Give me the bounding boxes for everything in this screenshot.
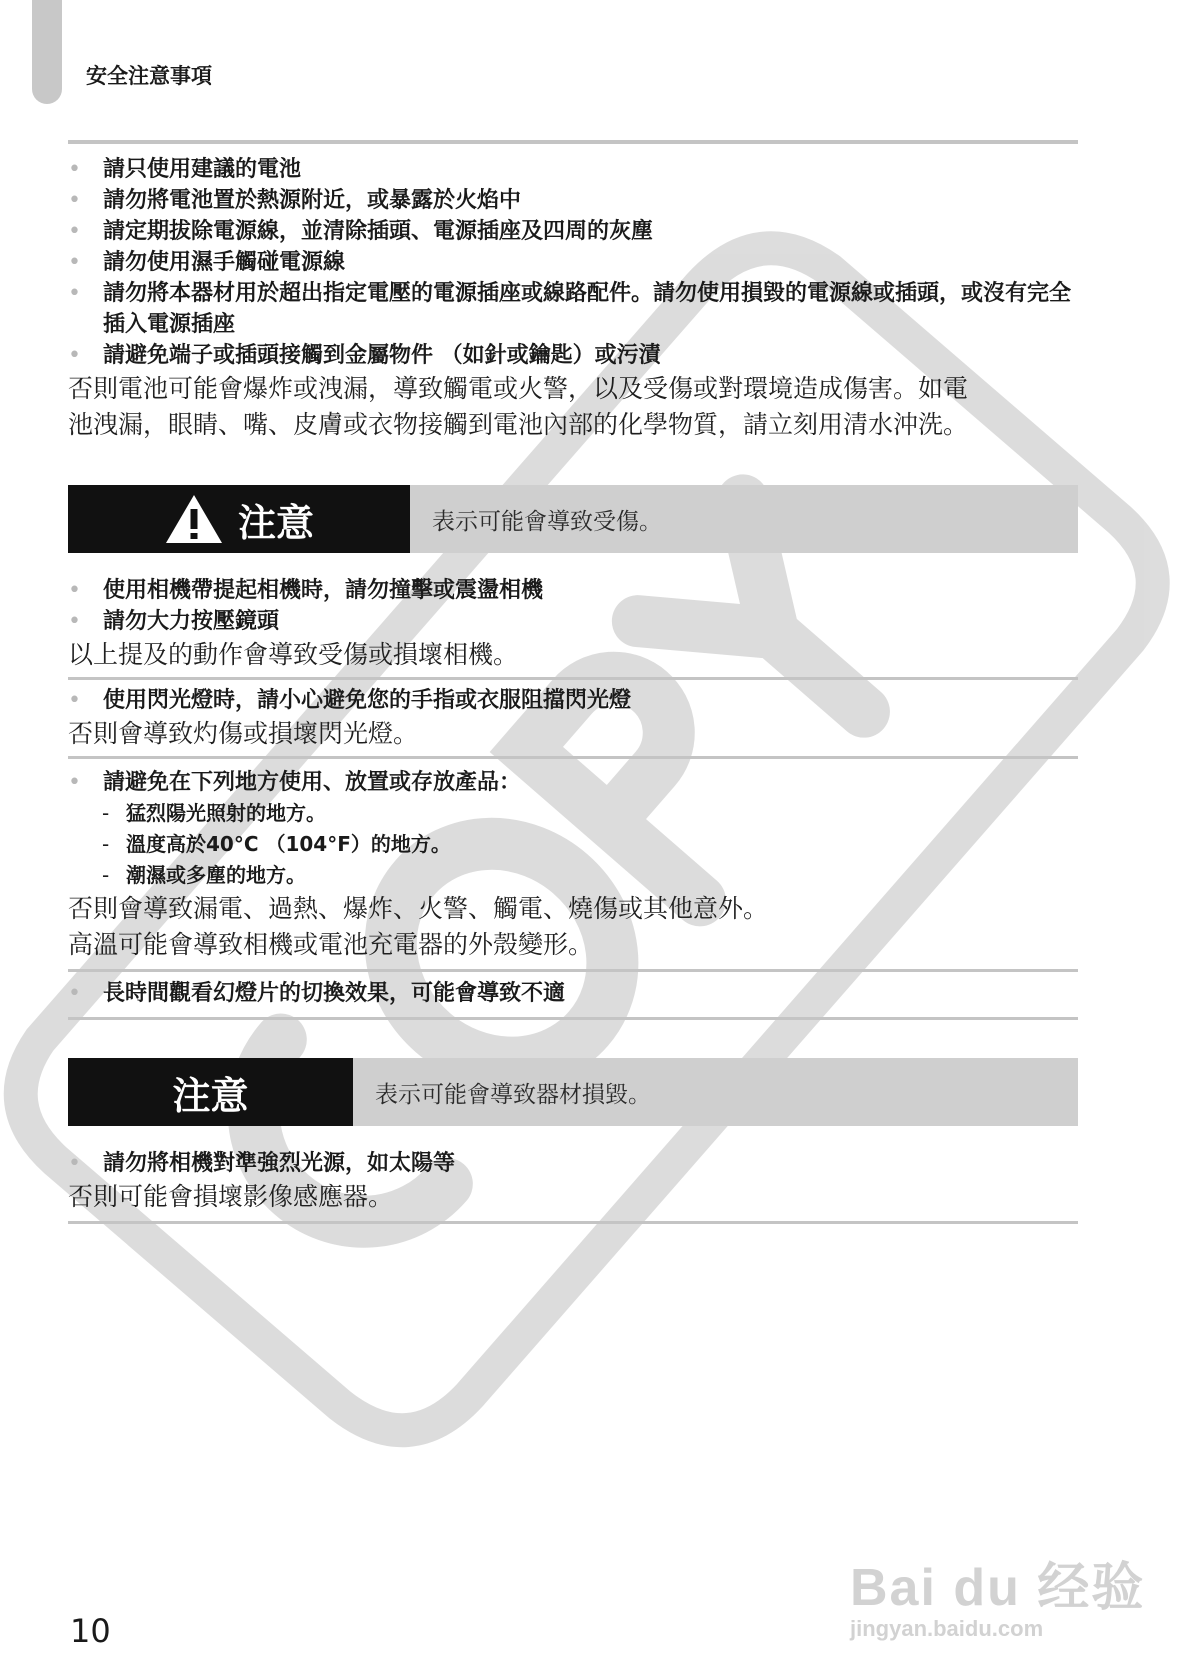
bullet-item: • 請避免端子或插頭接觸到金屬物件 （如針或鑰匙）或污漬 [68, 340, 1078, 371]
dash-marker: - [102, 801, 110, 825]
sub-item-text: 溫度高於40°C （104°F）的地方。 [126, 832, 451, 856]
sub-item [68, 829, 1078, 860]
caution-block [68, 553, 1078, 673]
battery-warnings-section [68, 144, 1078, 443]
divider [68, 1221, 1078, 1224]
page-number: 10 [70, 1612, 111, 1650]
caution-banner-injury [68, 485, 1078, 553]
body-text: 否則會導致灼傷或損壞閃光燈。 [68, 719, 419, 748]
sub-item [68, 798, 1078, 829]
body-text: 否則會導致漏電、過熱、爆炸、火警、觸電、燒傷或其他意外。 [68, 894, 769, 923]
caution-block [68, 1126, 1078, 1215]
bullet-item: • 使用相機帶提起相機時，請勿撞擊或震盪相機 [68, 575, 1078, 606]
caution-block [68, 972, 1078, 1009]
caution-label-box [68, 485, 410, 553]
bullet-item: • 請勿將電池置於熱源附近，或暴露於火焰中 [68, 185, 1078, 216]
body-text: 以上提及的動作會導致受傷或損壞相機。 [68, 640, 519, 669]
logo-url-text: jingyan.baidu.com [850, 1616, 1044, 1641]
body-text: 否則可能會損壞影像感應器。 [68, 1182, 394, 1211]
main-content [68, 140, 1078, 1224]
dash-marker: - [102, 863, 110, 887]
baidu-jingyan-logo [850, 1545, 1145, 1642]
dash-marker: - [102, 832, 110, 856]
caution-description: 表示可能會導致器材損毀。 [375, 1081, 651, 1108]
sub-item [68, 860, 1078, 891]
caution-banner-equipment [68, 1058, 1078, 1126]
caution-block [68, 680, 1078, 752]
bullet-item: • 請勿將本器材用於超出指定電壓的電源插座或線路配件。請勿使用損毀的電源線或插頭，或沒有完全插入電源插座 [68, 278, 1078, 340]
bullet-item: • 請定期拔除電源線，並清除插頭、電源插座及四周的灰塵 [68, 216, 1078, 247]
page-tab-marker [32, 0, 62, 104]
caution-description: 表示可能會導致受傷。 [432, 508, 662, 535]
body-text: 否則電池可能會爆炸或洩漏，導致觸電或火警，以及受傷或對環境造成傷害。如電 [68, 374, 969, 403]
bullet-item: • 請避免在下列地方使用、放置或存放產品： [68, 767, 1078, 798]
bullet-item: • 長時間觀看幻燈片的切換效果，可能會導致不適 [68, 978, 1078, 1009]
caution-label: 注意 [237, 500, 314, 545]
body-text: 高溫可能會導致相機或電池充電器的外殼變形。 [68, 930, 594, 959]
sub-item-text: 潮濕或多塵的地方。 [126, 863, 306, 887]
caution-label: 注意 [172, 1073, 249, 1118]
bullet-item: • 請勿大力按壓鏡頭 [68, 606, 1078, 637]
caution-block [68, 759, 1078, 963]
caution-label-box [68, 1058, 353, 1126]
divider [68, 1017, 1078, 1020]
sub-item-text: 猛烈陽光照射的地方。 [126, 801, 326, 825]
bullet-item: • 請勿使用濕手觸碰電源線 [68, 247, 1078, 278]
page-title: 安全注意事項 [86, 64, 212, 88]
body-text: 池洩漏，眼睛、嘴、皮膚或衣物接觸到電池內部的化學物質，請立刻用清水沖洗。 [68, 410, 969, 439]
warning-triangle-icon [164, 493, 224, 545]
bullet-item: • 請只使用建議的電池 [68, 154, 1078, 185]
bullet-item: • 請勿將相機對準強烈光源，如太陽等 [68, 1148, 1078, 1179]
logo-main-text: Bai du 经验 [850, 1559, 1146, 1617]
bullet-item: • 使用閃光燈時，請小心避免您的手指或衣服阻擋閃光燈 [68, 685, 1078, 716]
